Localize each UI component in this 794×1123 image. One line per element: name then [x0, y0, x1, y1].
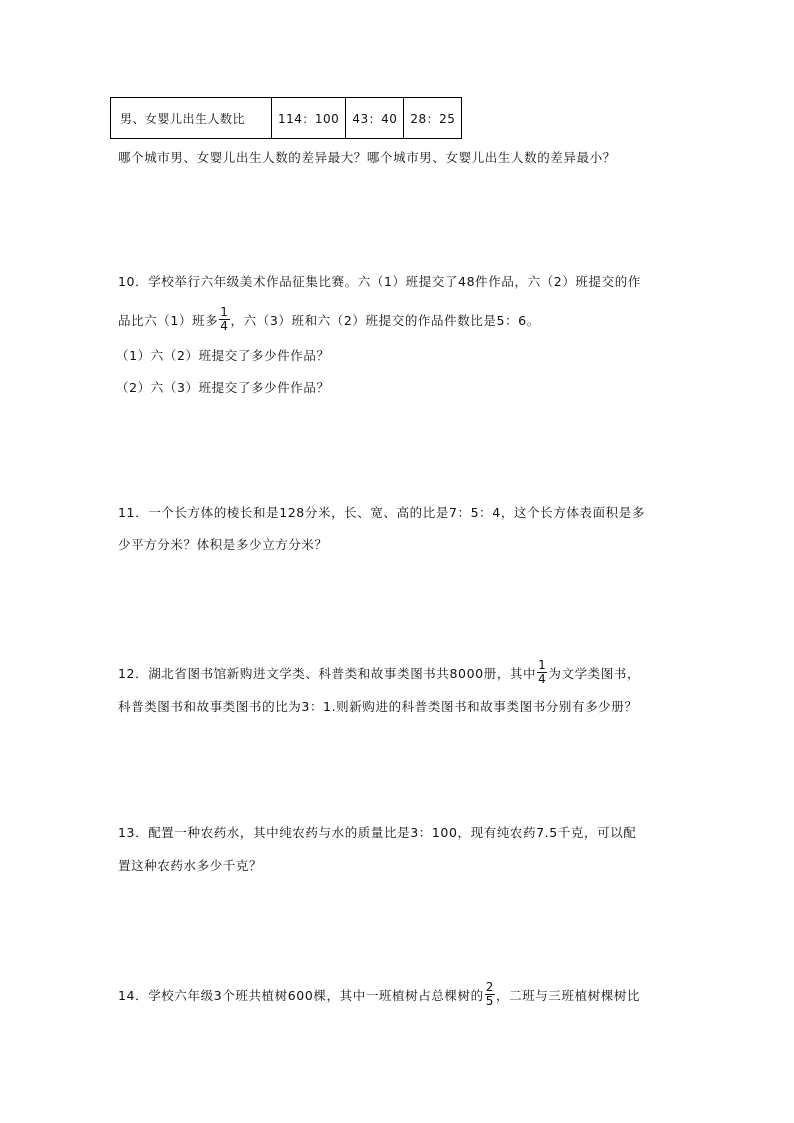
q9-question: 哪个城市男、女婴儿出生人数的差异最大？哪个城市男、女婴儿出生人数的差异最小？: [118, 150, 616, 165]
q10-line-1: 10．学校举行六年级美术作品征集比赛。六（1）班提交了48件作品，六（2）班提交的作: [118, 274, 641, 289]
q10-sub-2: （2）六（3）班提交了多少件作品？: [116, 380, 330, 395]
q14-fraction-denominator: 5: [485, 994, 494, 1008]
q10-text-pre: 品比六（1）班多: [118, 313, 219, 328]
q10-fraction-denominator: 4: [220, 319, 229, 333]
table-cell-city-1: 114：100: [272, 98, 346, 139]
q10-line-2: [118, 305, 540, 335]
q12-fraction: [537, 659, 547, 686]
table-row-label: 男、女婴儿出生人数比: [111, 98, 272, 139]
q10-fraction-numerator: 1: [220, 305, 229, 319]
q12-fraction-numerator: 1: [538, 658, 547, 672]
q12-line-1: [118, 658, 641, 688]
q13-line-2: 置这种农药水多少千克？: [118, 858, 263, 873]
q11-line-1: 11．一个长方体的棱长和是128分米，长、宽、高的比是7：5：4，这个长方体表面积是多: [118, 505, 645, 520]
q14-text-pre: 14．学校六年级3个班共植树600棵，其中一班植树占总棵树的: [118, 988, 484, 1003]
q14-fraction-numerator: 2: [485, 980, 494, 994]
q10-text-post: ，六（3）班和六（2）班提交的作品件数比是5：6。: [230, 313, 540, 328]
q14-fraction: [485, 981, 495, 1008]
q10-sub-1: （1）六（2）班提交了多少件作品？: [116, 348, 330, 363]
ratio-table: [110, 97, 462, 139]
q14-text-post: ，二班与三班植树棵树比: [495, 988, 641, 1003]
table-cell-city-3: 28：25: [404, 98, 462, 139]
q12-line-2: 科普类图书和故事类图书的比为3：1.则新购进的科普类图书和故事类图书分别有多少册？: [118, 699, 638, 714]
q13-line-1: 13．配置一种农药水，其中纯农药与水的质量比是3：100，现有纯农药7.5千克，可以配: [118, 825, 637, 840]
q11-line-2: 少平方分米？体积是多少立方分米？: [118, 537, 328, 552]
q12-text-pre: 12．湖北省图书馆新购进文学类、科普类和故事类图书共8000册，其中: [118, 666, 537, 681]
q12-text-post: 为文学类图书，: [548, 666, 641, 681]
table-row: [111, 98, 462, 139]
q12-fraction-denominator: 4: [538, 672, 547, 686]
q14-line-1: [118, 980, 641, 1010]
q10-fraction: [219, 306, 229, 333]
table-cell-city-2: 43：40: [346, 98, 404, 139]
